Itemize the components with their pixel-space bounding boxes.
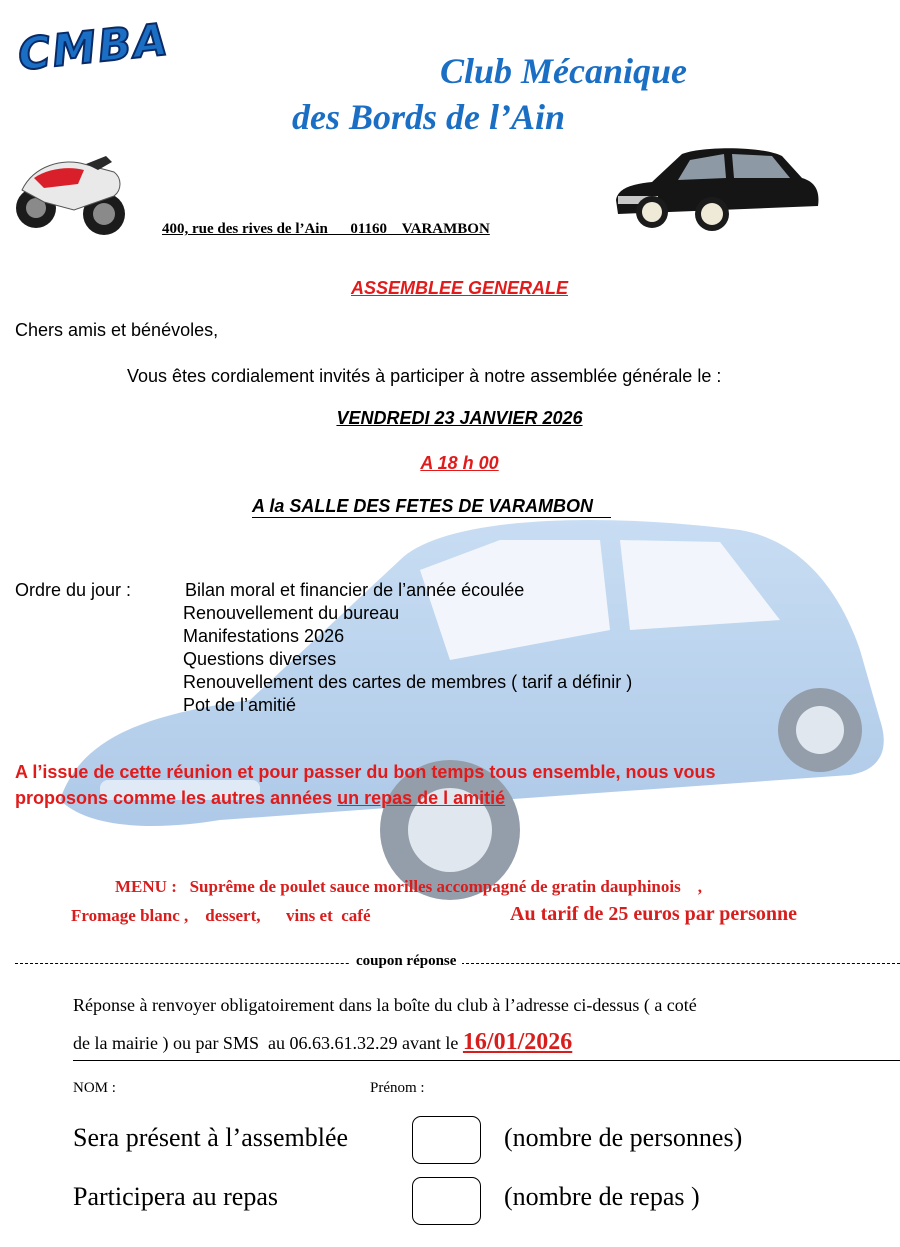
prenom-label: Prénom :	[370, 1080, 425, 1096]
invitation-text: Vous êtes cordialement invités à participer à notre assemblée générale le :	[127, 366, 722, 386]
greeting: Chers amis et bénévoles,	[15, 320, 219, 340]
motorcycle-image	[14, 150, 130, 240]
repas-hint: (nombre de repas )	[504, 1182, 700, 1211]
agenda-label: Ordre du jour :	[15, 580, 132, 600]
classic-car-image	[612, 140, 822, 240]
agenda-item: Renouvellement du bureau	[183, 603, 400, 623]
agenda-item: Bilan moral et financier de l’année écoulée	[185, 580, 525, 600]
agenda-item: Renouvellement des cartes de membres ( tarif a définir )	[183, 672, 633, 692]
coupon-instruction-line2	[73, 1029, 572, 1056]
agenda-item: Pot de l’amitié	[183, 695, 297, 715]
meeting-date: VENDREDI 23 JANVIER 2026	[336, 408, 583, 428]
present-count-box[interactable]	[412, 1116, 481, 1164]
repas-label: Participera au repas	[73, 1182, 279, 1211]
repas-count-box[interactable]	[412, 1177, 481, 1225]
assembly-title: ASSEMBLEE GENERALE	[350, 278, 569, 298]
menu-line2: Fromage blanc , dessert, vins et café	[71, 906, 371, 925]
present-label: Sera présent à l’assemblée	[73, 1123, 349, 1152]
citroen-ds-watermark-image	[20, 500, 900, 940]
menu-line1: MENU : Suprême de poulet sauce morilles accompagné de gratin dauphinois ,	[115, 877, 702, 896]
agenda-item: Manifestations 2026	[183, 626, 345, 646]
meal-notice-line1: A l’issue de cette réunion et pour passer du bon temps tous ensemble, nous vous	[15, 762, 716, 782]
coupon-divider	[73, 1060, 900, 1061]
meeting-time: A 18 h 00	[420, 453, 499, 473]
club-address: 400, rue des rives de l’Ain 01160 VARAMBON	[162, 221, 490, 237]
meeting-venue: A la SALLE DES FETES DE VARAMBON	[252, 496, 611, 518]
club-name-line2: des Bords de l’Ain	[292, 97, 566, 137]
club-name-line1: Club Mécanique	[440, 51, 688, 91]
menu-price: Au tarif de 25 euros par personne	[510, 903, 798, 925]
coupon-label: coupon réponse	[350, 953, 462, 970]
nom-label: NOM :	[73, 1080, 116, 1096]
cmba-logo: CMBA	[15, 14, 172, 81]
present-hint: (nombre de personnes)	[504, 1123, 743, 1152]
coupon-deadline: 16/01/2026	[462, 1029, 573, 1055]
coupon-instruction-text: de la mairie ) ou par SMS au 06.63.61.32.29 avant le	[73, 1033, 463, 1053]
coupon-instruction-line1: Réponse à renvoyer obligatoirement dans la boîte du club à l’adresse ci-dessus ( a coté	[73, 995, 697, 1015]
agenda-item: Questions diverses	[183, 649, 337, 669]
meal-notice-text: proposons comme les autres années	[15, 788, 338, 808]
meal-notice-highlight: un repas de l amitié	[337, 788, 506, 808]
meal-notice-line2	[15, 788, 505, 809]
